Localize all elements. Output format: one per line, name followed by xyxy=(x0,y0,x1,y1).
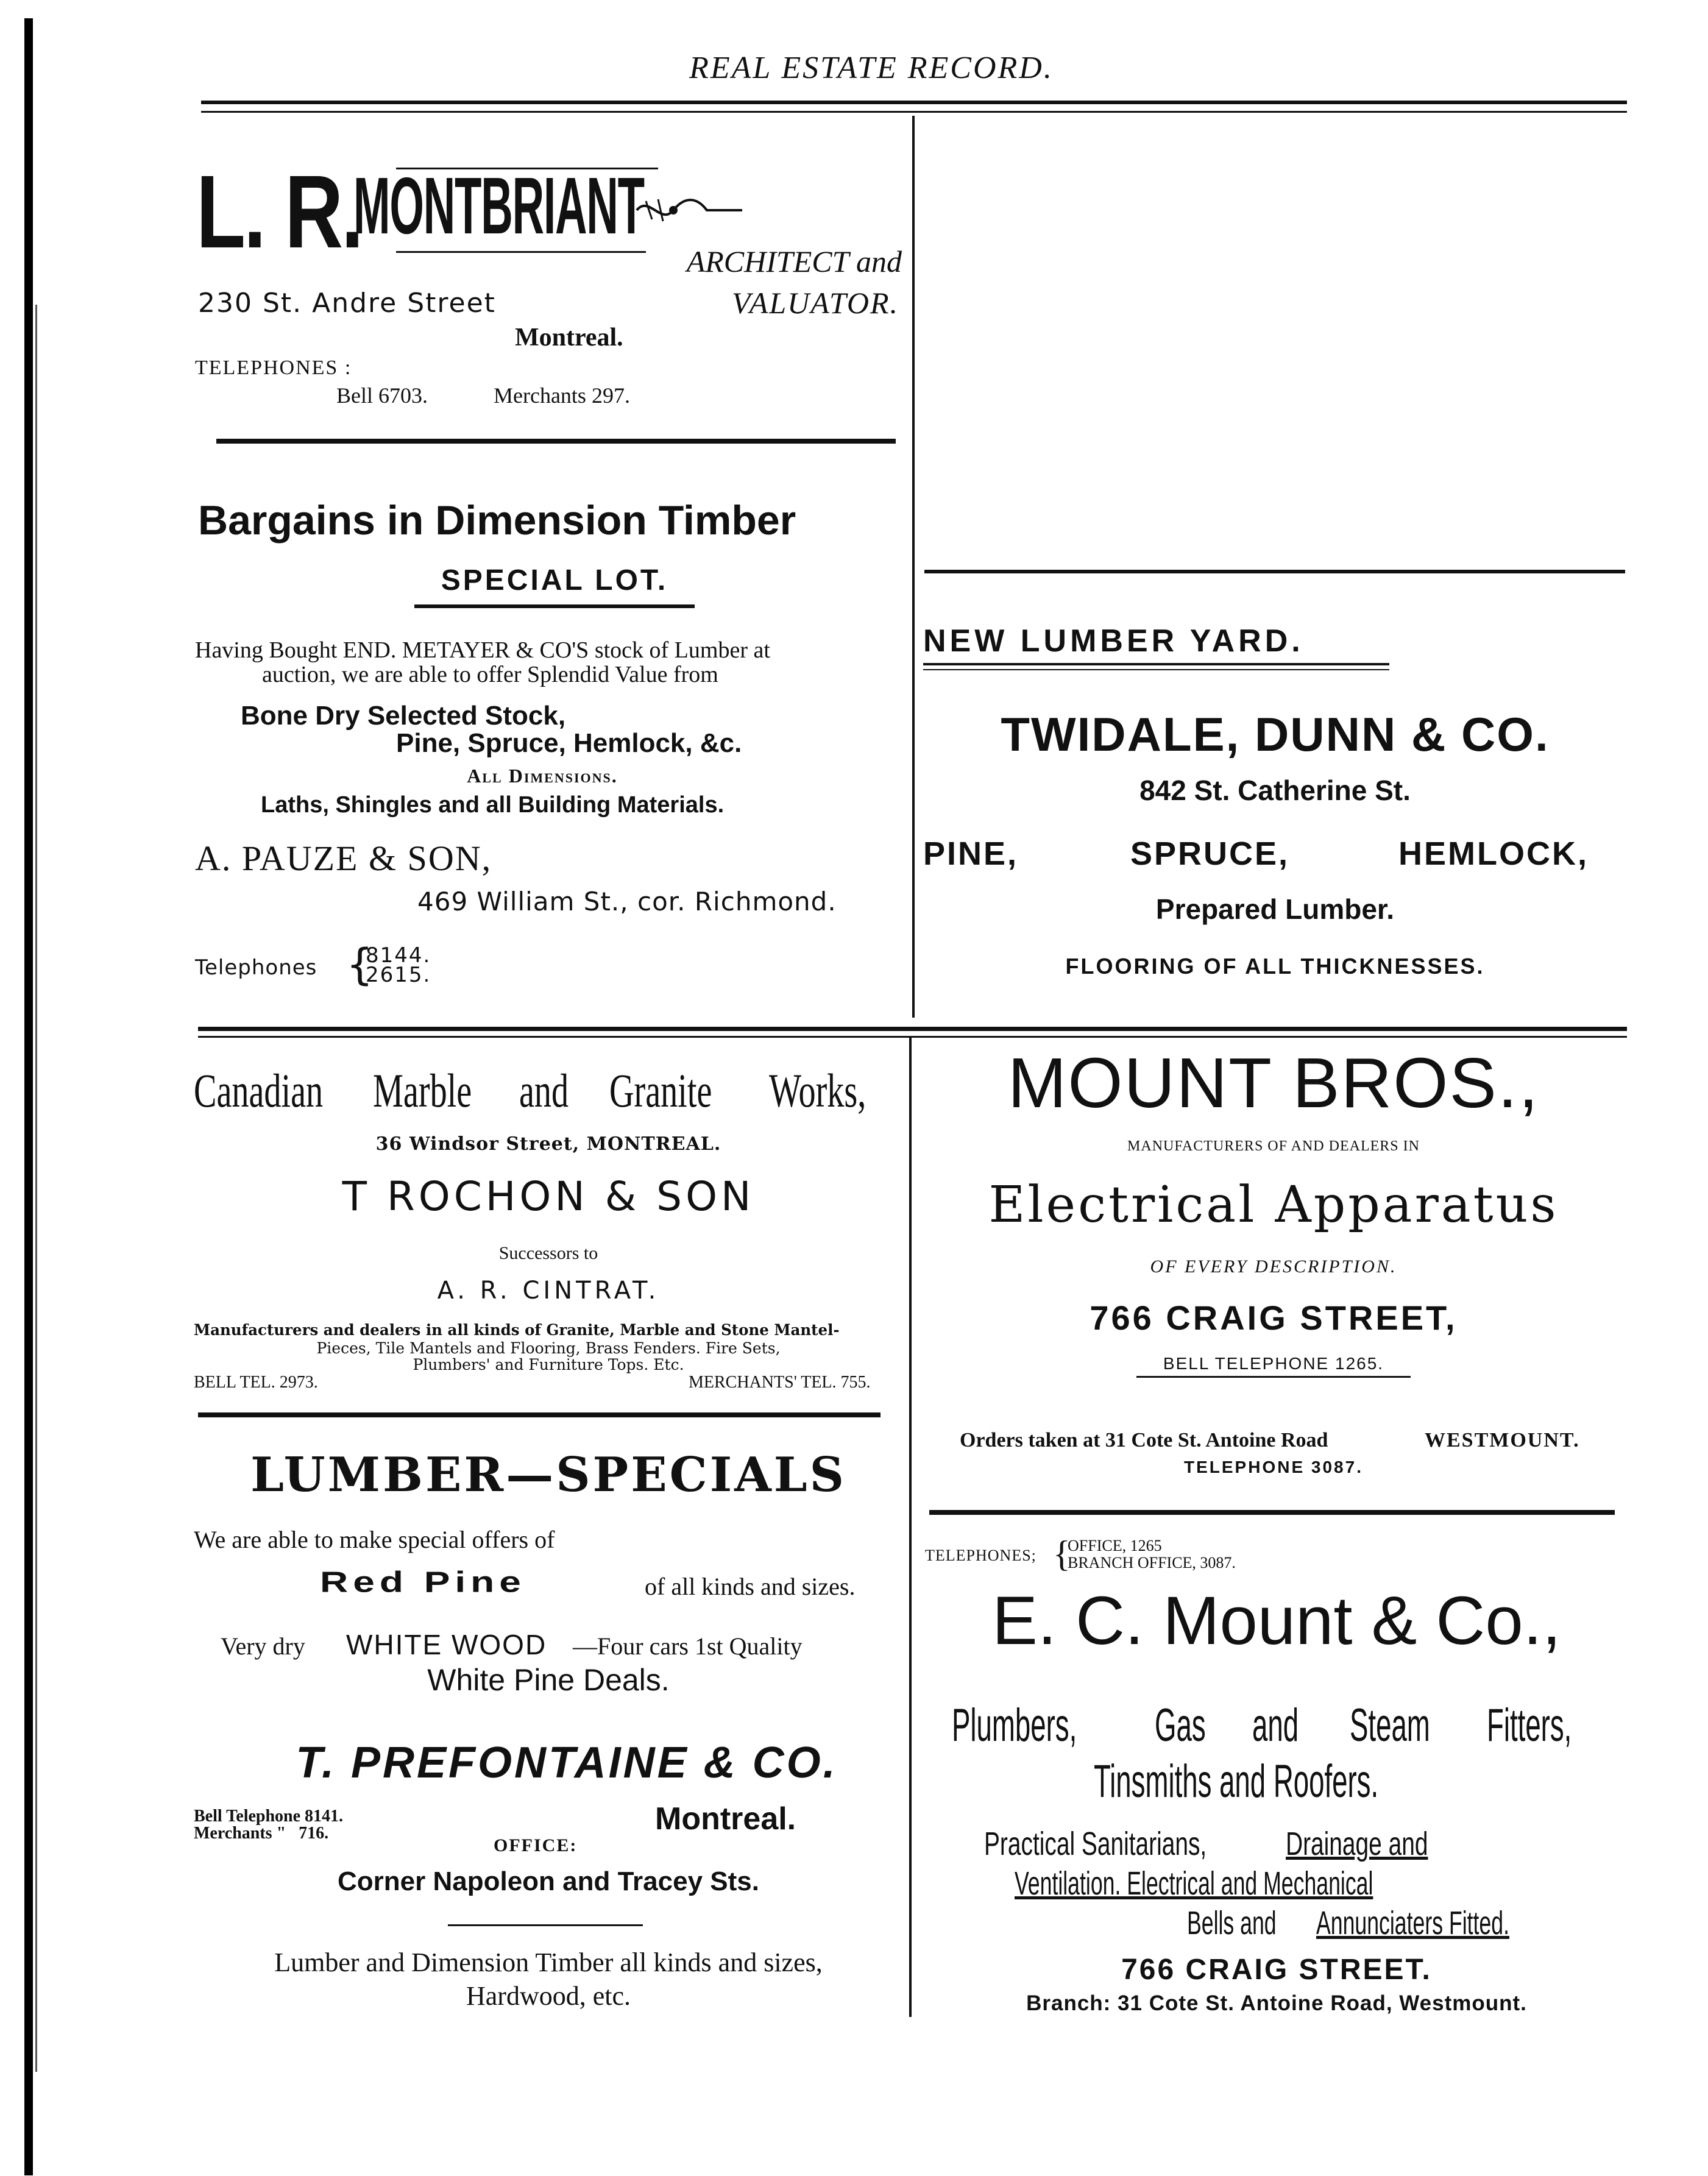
marble-desc-line2: Pieces, Tile Mantels and Flooring, Brass Fenders. Fire Sets, xyxy=(316,1339,781,1357)
ec-mount-brace: { xyxy=(1053,1534,1071,1574)
mount-bros-name: MOUNT BROS., xyxy=(1007,1043,1540,1122)
pauze-stock-line2: Pine, Spruce, Hemlock, &c. xyxy=(396,728,742,758)
page-binding-edge-secondary xyxy=(35,305,37,2072)
pauze-headline: Bargains in Dimension Timber xyxy=(198,497,796,544)
marble-title-w5: Works, xyxy=(769,1064,866,1117)
prefontaine-hardwood: Hardwood, etc. xyxy=(466,1981,631,2011)
prefontaine-red-pine-rest: of all kinds and sizes. xyxy=(645,1573,856,1600)
marble-company: T ROCHON & SON xyxy=(342,1173,755,1220)
ec-mount-ventilation: Ventilation. Electrical and Mechanical xyxy=(1015,1865,1373,1902)
twidale-wood-hemlock: HEMLOCK, xyxy=(1398,835,1589,872)
column-divider-bottom xyxy=(909,1036,912,2017)
twidale-prepared: Prepared Lumber. xyxy=(1155,893,1395,925)
twidale-wood-pine: PINE, xyxy=(923,835,1019,872)
marble-desc-line3: Plumbers' and Furniture Tops. Etc. xyxy=(413,1356,684,1373)
pauze-address: 469 William St., cor. Richmond. xyxy=(417,887,837,916)
prefontaine-white-pine: White Pine Deals. xyxy=(427,1663,670,1697)
montbriant-name-rest: MONTBRIANT xyxy=(353,161,644,250)
montbriant-name-initials: L. R. xyxy=(196,154,362,270)
prefontaine-headline: LUMBER—SPECIALS xyxy=(250,1447,846,1503)
twidale-wood-spruce: SPRUCE, xyxy=(1130,835,1290,872)
prefontaine-lumber-line: Lumber and Dimension Timber all kinds and sizes, xyxy=(274,1947,823,1977)
ec-mount-bells: Bells and xyxy=(1187,1905,1277,1941)
mount-bros-telephone: TELEPHONE 3087. xyxy=(1184,1458,1363,1476)
twidale-heading-rule2 xyxy=(923,669,1389,670)
marble-successors: Successors to xyxy=(498,1243,598,1263)
montbriant-city: Montreal. xyxy=(515,324,623,352)
pauze-subhead: SPECIAL LOT. xyxy=(441,564,668,597)
prefontaine-red-pine: Red Pine xyxy=(320,1565,526,1598)
pauze-telephones-label: Telephones xyxy=(195,955,317,980)
mount-bros-westmount: WESTMOUNT. xyxy=(1425,1429,1580,1451)
marble-bell-tel: BELL TEL. 2973. xyxy=(194,1373,318,1392)
header-rule-bottom xyxy=(201,111,1627,113)
prefontaine-company: T. PREFONTAINE & CO. xyxy=(296,1738,838,1787)
twidale-flooring: FLOORING OF ALL THICKNESSES. xyxy=(1065,954,1485,979)
page-header-title: REAL ESTATE RECORD. xyxy=(689,51,1054,85)
ec-mount-branch-office: BRANCH OFFICE, 3087. xyxy=(1068,1554,1236,1572)
prefontaine-white-wood: WHITE WOOD xyxy=(346,1629,547,1660)
pauze-company: A. PAUZE & SON, xyxy=(195,838,492,878)
pauze-tel2: 2615. xyxy=(366,963,431,987)
prefontaine-rule-bottom xyxy=(448,1924,643,1926)
ec-mount-line1-w3: and xyxy=(1252,1699,1299,1751)
montbriant-telephones-label: TELEPHONES : xyxy=(195,356,352,379)
mount-bros-every: OF EVERY DESCRIPTION. xyxy=(1150,1256,1397,1277)
mount-bros-product: Electrical Apparatus xyxy=(988,1176,1559,1234)
ec-mount-address: 766 CRAIG STREET. xyxy=(1121,1954,1432,1986)
prefontaine-city: Montreal. xyxy=(655,1801,796,1837)
prefontaine-line1: We are able to make special offers of xyxy=(194,1526,555,1553)
pauze-tel1: 8144. xyxy=(366,943,431,968)
mount-bros-rule-bottom xyxy=(929,1510,1615,1515)
mount-bros-manufacturers: MANUFACTURERS OF AND DEALERS IN xyxy=(1127,1138,1420,1154)
pauze-all-dimensions: All Dimensions. xyxy=(467,765,618,787)
montbriant-rule-bottom xyxy=(216,439,896,444)
mount-bros-bell-underline xyxy=(1136,1376,1411,1378)
header-rule-top xyxy=(201,101,1627,104)
twidale-heading: NEW LUMBER YARD. xyxy=(923,623,1304,659)
middle-rule-thick xyxy=(198,1027,1627,1031)
middle-rule-thin xyxy=(198,1036,1627,1038)
column-divider-top xyxy=(912,116,915,1018)
pauze-body-line1: Having Bought END. METAYER & CO'S stock of Lumber at xyxy=(195,637,770,663)
montbriant-profession-line2: VALUATOR. xyxy=(731,286,899,320)
ec-mount-office: OFFICE, 1265 xyxy=(1068,1537,1162,1554)
ornament-flourish-icon xyxy=(634,192,743,229)
mount-bros-address: 766 CRAIG STREET, xyxy=(1090,1299,1458,1337)
twidale-address: 842 St. Catherine St. xyxy=(1139,774,1411,806)
pauze-stock-line1: Bone Dry Selected Stock, xyxy=(241,701,566,731)
ec-mount-line1-w5: Fitters, xyxy=(1487,1699,1572,1751)
marble-former-name: A. R. CINTRAT. xyxy=(437,1277,660,1305)
montbriant-bell-phone: Bell 6703. xyxy=(336,383,428,408)
marble-desc-line1: Manufacturers and dealers in all kinds of Granite, Marble and Stone Mantel- xyxy=(194,1321,840,1339)
pauze-laths: Laths, Shingles and all Building Materials. xyxy=(261,792,725,818)
pauze-subhead-underline xyxy=(414,604,695,608)
twidale-rule-top xyxy=(924,570,1625,573)
prefontaine-office: OFFICE: xyxy=(494,1835,578,1855)
mount-bros-orders: Orders taken at 31 Cote St. Antoine Road xyxy=(960,1429,1328,1451)
marble-merchants-tel: MERCHANTS' TEL. 755. xyxy=(689,1373,871,1392)
ec-mount-line1-w1: Plumbers, xyxy=(952,1699,1077,1751)
montbriant-profession-line1: ARCHITECT and xyxy=(686,244,902,278)
ec-mount-branch: Branch: 31 Cote St. Antoine Road, Westmount. xyxy=(1026,1991,1527,2015)
marble-title-w4: Granite xyxy=(609,1064,712,1117)
ec-mount-telephones-label: TELEPHONES; xyxy=(925,1547,1036,1564)
prefontaine-corner: Corner Napoleon and Tracey Sts. xyxy=(338,1866,759,1896)
marble-address: 36 Windsor Street, MONTREAL. xyxy=(375,1133,721,1155)
pauze-body-line2: auction, we are able to offer Splendid Value from xyxy=(262,662,718,687)
ec-mount-practical1: Practical Sanitarians, xyxy=(984,1826,1207,1862)
mount-bros-bell: BELL TELEPHONE 1265. xyxy=(1163,1354,1384,1373)
prefontaine-bell: Bell Telephone 8141. xyxy=(194,1807,344,1826)
prefontaine-four-cars: —Four cars 1st Quality xyxy=(573,1632,803,1660)
marble-title-w1: Canadian xyxy=(194,1064,324,1117)
prefontaine-very-dry: Very dry xyxy=(221,1632,305,1660)
ec-mount-practical2: Drainage and xyxy=(1286,1826,1428,1862)
ec-mount-name: E. C. Mount & Co., xyxy=(992,1582,1561,1659)
ec-mount-line1-w4: Steam xyxy=(1350,1699,1430,1751)
ec-mount-annunciaters: Annunciaters Fitted. xyxy=(1316,1905,1509,1941)
ec-mount-line2: Tinsmiths and Roofers. xyxy=(1094,1756,1379,1807)
marble-rule-bottom xyxy=(198,1412,881,1417)
montbriant-address: 230 St. Andre Street xyxy=(198,288,496,319)
marble-title-w2: Marble xyxy=(373,1064,472,1117)
marble-title-w3: and xyxy=(519,1064,569,1117)
twidale-company: TWIDALE, DUNN & CO. xyxy=(1001,707,1550,761)
prefontaine-merchants: Merchants " 716. xyxy=(194,1824,329,1843)
montbriant-merchants-phone: Merchants 297. xyxy=(494,383,630,408)
pauze-brace: { xyxy=(346,940,374,990)
ec-mount-line1-w2: Gas xyxy=(1155,1699,1206,1751)
twidale-heading-rule1 xyxy=(923,663,1389,665)
page-binding-edge xyxy=(24,18,33,2175)
